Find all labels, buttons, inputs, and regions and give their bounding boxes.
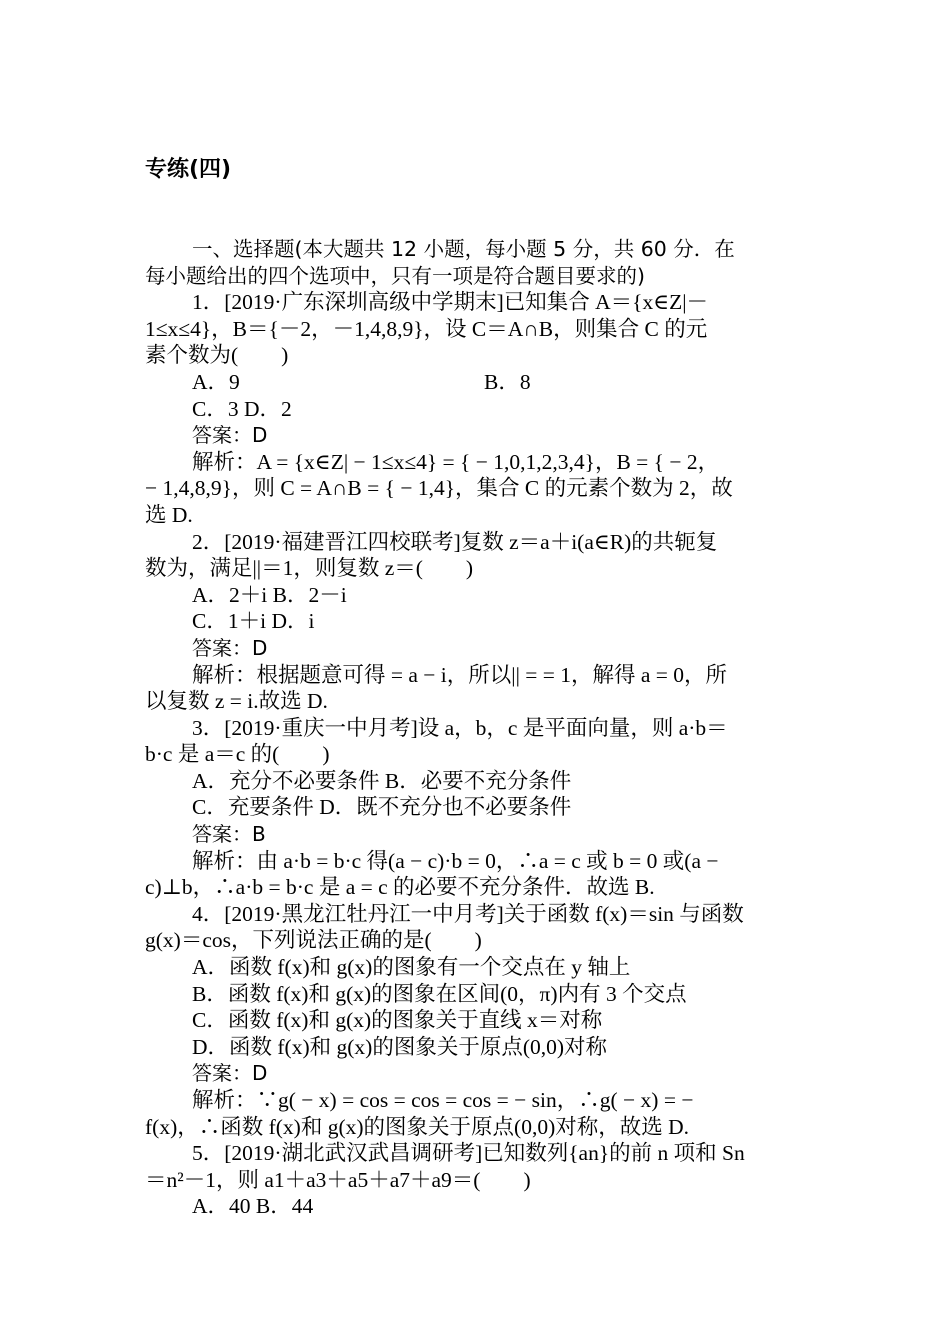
q1-options-ab <box>145 369 807 396</box>
q3-options-cd: C．充要条件 D．既不充分也不必要条件 <box>192 795 572 820</box>
q4-option-a: A．函数 f(x)和 g(x)的图象有一个交点在 y 轴上 <box>192 955 631 980</box>
q1-analysis-line-2: − 1,4,8,9}，则 C = A∩B = { − 1,4}，集合 C 的元素个数为 2，故 <box>145 476 733 501</box>
q1-stem-line-1: 1．[2019·广东深圳高级中学期末]已知集合 A＝{x∈Z|－ <box>192 290 709 315</box>
q2-analysis-line-2: 以复数 z = i.故选 D. <box>145 689 328 714</box>
page-title: 专练(四) <box>145 157 232 182</box>
q1-option-a: A．9 <box>192 369 240 394</box>
q1-analysis-line-1: 解析：A = {x∈Z| − 1≤x≤4} = { − 1,0,1,2,3,4}，B = { − 2， <box>192 449 720 474</box>
q1-analysis-line-3: 选 D. <box>145 502 193 527</box>
q2-options-ab: A．2＋i B．2－i <box>192 582 347 607</box>
q2-stem-line-2: 数为，满足||＝1，则复数 z＝( ) <box>145 556 474 581</box>
document-body <box>145 236 807 1220</box>
q1-options-cd: C．3 D．2 <box>192 396 292 421</box>
q5-stem-line-1: 5．[2019·湖北武汉武昌调研考]已知数列{an}的前 n 项和 Sn <box>192 1141 745 1166</box>
q2-analysis-line-1: 解析：根据题意可得 = a − i，所以|| = = 1，解得 a = 0，所 <box>192 662 728 687</box>
q2-answer: 答案：D <box>192 635 268 660</box>
q4-analysis-line-1: 解析：∵g( − x) = cos = cos = cos = − sin，∴g( − x) = − <box>192 1088 694 1112</box>
q1-answer: 答案：D <box>192 423 268 448</box>
q4-option-d: D．函数 f(x)和 g(x)的图象关于原点(0,0)对称 <box>192 1034 608 1059</box>
section-header-line-1: 一、选择题(本大题共 12 小题，每小题 5 分，共 60 分．在 <box>192 237 735 261</box>
q3-stem-line-1: 3．[2019·重庆一中月考]设 a，b，c 是平面向量，则 a·b＝ <box>192 715 728 740</box>
q5-options-ab: A．40 B．44 <box>192 1194 314 1219</box>
q1-option-b: B．8 <box>484 369 531 394</box>
q4-stem-line-1: 4．[2019·黑龙江牡丹江一中月考]关于函数 f(x)＝sin 与函数 <box>192 901 744 926</box>
q3-analysis-line-2: c)⊥b，∴a·b = b·c 是 a = c 的必要不充分条件．故选 B. <box>145 875 655 900</box>
q3-options-ab: A．充分不必要条件 B．必要不充分条件 <box>192 768 572 793</box>
q2-options-cd: C．1＋i D．i <box>192 609 315 634</box>
q4-stem-line-2: g(x)＝cos，下列说法正确的是( ) <box>145 928 482 953</box>
q3-analysis-line-1: 解析：由 a·b = b·c 得(a − c)·b = 0，∴a = c 或 b = 0 或(a − <box>192 848 719 873</box>
q2-stem-line-1: 2．[2019·福建晋江四校联考]复数 z＝a＋i(a∈R)的共轭复 <box>192 529 718 554</box>
section-header-line-2: 每小题给出的四个选项中，只有一项是符合题目要求的) <box>145 263 645 288</box>
q4-analysis-line-2: f(x)，∴函数 f(x)和 g(x)的图象关于原点(0,0)对称，故选 D. <box>145 1114 690 1139</box>
q5-stem-line-2: ＝n²－1，则 a1＋a3＋a5＋a7＋a9＝( ) <box>145 1167 531 1192</box>
q4-answer: 答案：D <box>192 1061 268 1086</box>
q1-stem-line-2: 1≤x≤4}，B＝{－2，－1,4,8,9}，设 C＝A∩B，则集合 C 的元 <box>145 316 708 341</box>
q3-answer: 答案：B <box>192 822 266 847</box>
q4-option-c: C．函数 f(x)和 g(x)的图象关于直线 x＝对称 <box>192 1008 603 1033</box>
q4-option-b: B．函数 f(x)和 g(x)的图象在区间(0，π)内有 3 个交点 <box>192 981 687 1006</box>
q1-stem-line-3: 素个数为( ) <box>145 343 289 368</box>
q3-stem-line-2: b·c 是 a＝c 的( ) <box>145 742 330 767</box>
